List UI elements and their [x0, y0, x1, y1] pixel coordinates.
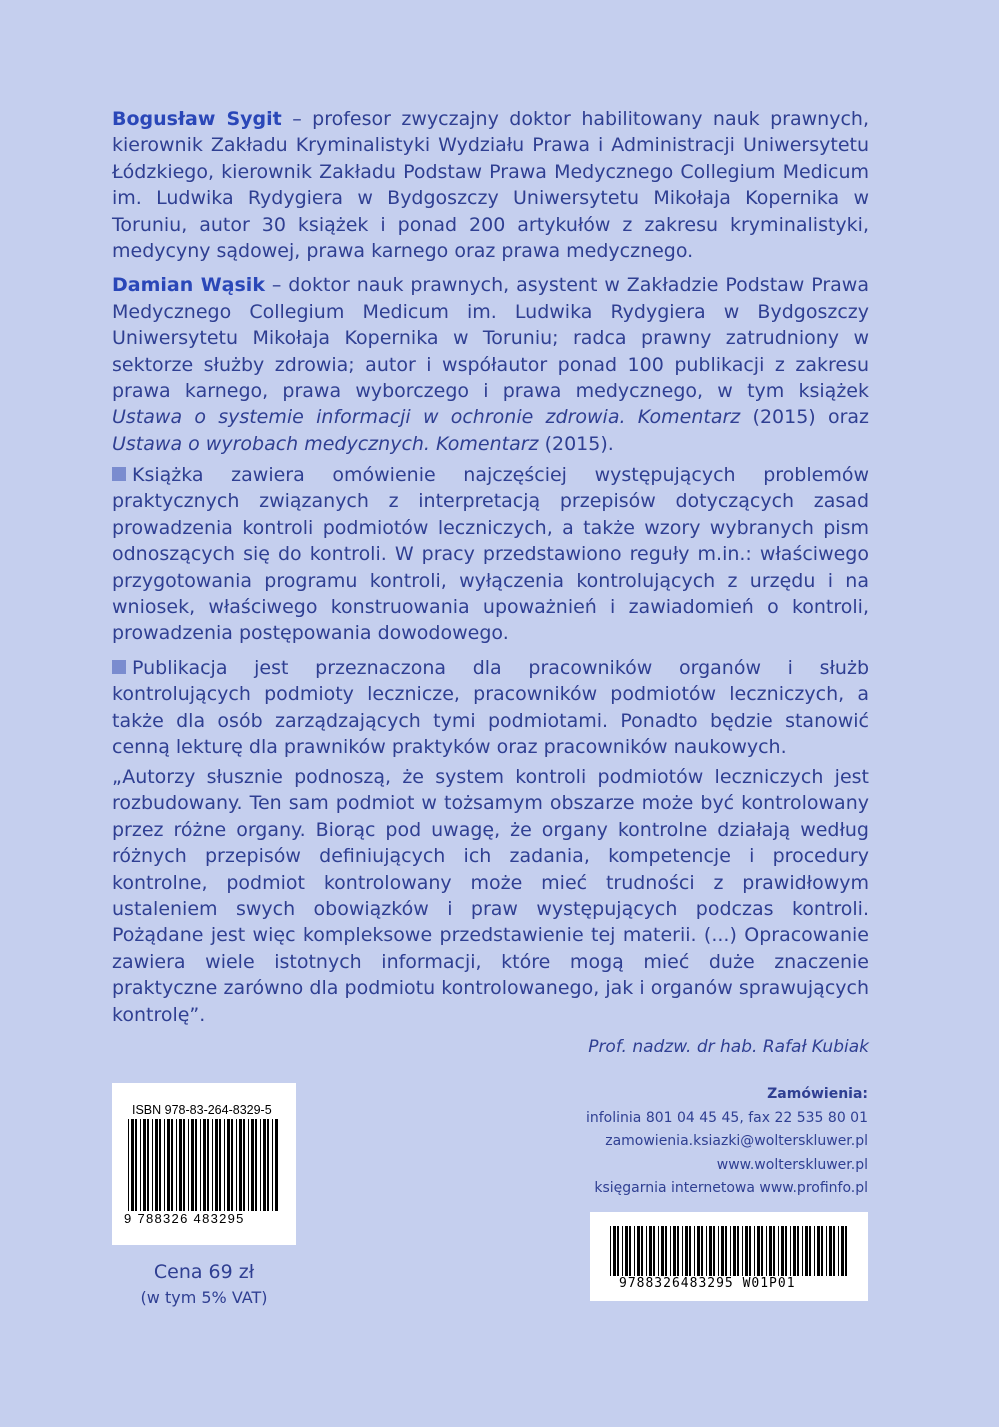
author-bio-text: – profesor zwyczajny doktor habilitowany nauk prawnych, kierownik Zakładu Kryminalistyki Wydziału Prawa i Administracji Uniwersytetu Łódzkiego, kierownik Zakładu Podstaw Prawa Medycznego Collegium Medicum im. Ludwika Rydygiera w Bydgoszczy Uniwersytetu Mikołaja Kopernika w Toruniu, autor 30 książek i ponad 200 artykułów z zakresu kryminalistyki, medycyny sądowej, prawa karnego oraz prawa medycznego. [112, 108, 869, 263]
price-vat: (w tym 5% VAT) [140, 1288, 268, 1307]
barcode-bar [670, 1226, 671, 1276]
author-bio-text: – doktor nauk prawnych, asystent w Zakładzie Podstaw Prawa Medycznego Collegium Medicum im. Ludwika Rydygiera w Bydgoszczy Uniwersytetu Mikołaja Kopernika w Toruniu; radca prawny zatrudniony w sektorze służby zdrowia; autor i współautor ponad 100 publikacji z zakresu prawa karnego, prawa wyborczego i prawa medycznego, w tym książek [112, 274, 869, 403]
barcode-bar [147, 1119, 149, 1211]
author-bio-1 [112, 106, 869, 264]
barcode-bar [790, 1226, 791, 1276]
book-title: Ustawa o systemie informacji w ochronie zdrowia. Komentarz [112, 406, 741, 429]
barcode-bar [730, 1226, 731, 1276]
price-info [112, 1260, 296, 1310]
barcode-bar [661, 1226, 664, 1276]
barcode-bar [243, 1119, 245, 1211]
barcode-bar [737, 1226, 739, 1276]
barcode-bar [629, 1226, 631, 1276]
barcode-bar [766, 1226, 767, 1276]
barcode-bar [773, 1226, 775, 1276]
isbn-label: ISBN 978-83-264-8329-5 [132, 1103, 272, 1117]
book-title: Ustawa o wyrobach medycznych. Komentarz [112, 432, 539, 455]
barcode-bar [195, 1119, 197, 1211]
barcode-bar [757, 1226, 760, 1276]
barcode-bar [152, 1119, 153, 1211]
author-name: Bogusław Sygit [112, 108, 282, 130]
barcode-bar [769, 1226, 772, 1276]
barcode-bar [255, 1119, 257, 1211]
barcode-bar [143, 1119, 146, 1211]
barcode-bar [248, 1119, 249, 1211]
orders-title: Zamówienia: [767, 1086, 868, 1102]
ean-digits: 9788326483295 W01P01 [619, 1276, 796, 1291]
barcode-bar [200, 1119, 201, 1211]
barcode-bar [212, 1119, 213, 1211]
barcode-bar [761, 1226, 763, 1276]
barcode-bar [263, 1119, 266, 1211]
barcode-bar [793, 1226, 796, 1276]
author-bios [112, 106, 869, 465]
barcode-bar [754, 1226, 755, 1276]
quote-attribution: Prof. nadzw. dr hab. Rafał Kubiak [588, 1037, 869, 1058]
price-label: Cena 69 zł [153, 1261, 255, 1283]
barcode-bar [653, 1226, 655, 1276]
barcode-bar [188, 1119, 189, 1211]
barcode-bar [742, 1226, 743, 1276]
barcode-bar [805, 1226, 808, 1276]
barcode-bar [622, 1226, 623, 1276]
barcode-bar [637, 1226, 640, 1276]
orders-line: www.wolterskluwer.pl [716, 1156, 868, 1173]
orders-line: infolinia 801 04 45 45, fax 22 535 80 01 [585, 1109, 868, 1126]
barcode-bar [845, 1226, 847, 1276]
barcode-bar [733, 1226, 736, 1276]
barcode-bar [159, 1119, 161, 1211]
barcode-bar [613, 1226, 616, 1276]
barcode-bar [689, 1226, 691, 1276]
barcode-bar [617, 1226, 619, 1276]
barcode-bar [665, 1226, 667, 1276]
barcode-bar [826, 1226, 827, 1276]
barcode-bar [809, 1226, 811, 1276]
barcode-bar [641, 1226, 643, 1276]
barcode-bar [272, 1119, 273, 1211]
barcode-bar [167, 1119, 170, 1211]
barcode-bar [713, 1226, 715, 1276]
author-bio-text: (2015). [538, 432, 614, 455]
barcode-bar [171, 1119, 173, 1211]
barcode-bar [802, 1226, 803, 1276]
barcode-bar [164, 1119, 165, 1211]
barcode-bar [778, 1226, 779, 1276]
barcode-bar [191, 1119, 194, 1211]
barcode-bar [658, 1226, 659, 1276]
barcode-bar [625, 1226, 628, 1276]
isbn-barcode-bars [128, 1119, 280, 1211]
barcode-bar [128, 1119, 129, 1211]
description-paragraph: Publikacja jest przeznaczona dla pracowników organów i służb kontrolujących podmioty lecznicze, pracowników podmiotów leczniczych, a także dla osób zarządzających tymi podmiotami. Ponadto będzie stanowić cenną lekturę dla prawników praktyków oraz pracowników naukowych. [112, 656, 869, 759]
barcode-bar [821, 1226, 823, 1276]
barcode-bar [718, 1226, 719, 1276]
barcode-bar [155, 1119, 158, 1211]
barcode-bar [814, 1226, 815, 1276]
barcode-bar [838, 1226, 839, 1276]
ean-barcode-bars [610, 1226, 848, 1276]
barcode-bar [634, 1226, 635, 1276]
barcode-bar [231, 1119, 233, 1211]
barcode-bar [797, 1226, 799, 1276]
barcode-bar [239, 1119, 242, 1211]
barcode-bar [694, 1226, 695, 1276]
author-bio-2 [112, 272, 869, 457]
barcode-bar [183, 1119, 185, 1211]
barcode-bar [646, 1226, 647, 1276]
description-paragraph: Książka zawiera omówienie najczęściej występujących problemów praktycznych związanych z interpretacją przepisów dotyczących zasad prowadzenia kontroli podmiotów leczniczych, a także wzory wybranych pism odnoszących się do kontroli. W pracy przedstawiono reguły m.in.: właściwego przygotowania programu kontroli, wyłączenia kontrolujących z urzędu i na wniosek, właściwego konstruowania upoważnień i zawiadomień o kontroli, prowadzenia postępowania dowodowego. [112, 464, 869, 645]
barcode-bar [176, 1119, 177, 1211]
barcode-bar [673, 1226, 676, 1276]
isbn-barcode [112, 1083, 296, 1245]
author-bio-text: (2015) oraz [740, 406, 870, 429]
barcode-bar [685, 1226, 688, 1276]
orders-line: księgarnia internetowa www.profinfo.pl [594, 1180, 868, 1196]
barcode-bar [749, 1226, 751, 1276]
barcode-bar [236, 1119, 237, 1211]
barcode-bar [140, 1119, 141, 1211]
barcode-bar [207, 1119, 209, 1211]
orders-line: zamowienia.ksiazki@wolterskluwer.pl [605, 1133, 868, 1149]
barcode-bar [833, 1226, 835, 1276]
barcode-bar [215, 1119, 218, 1211]
barcode-bar [260, 1119, 261, 1211]
author-name: Damian Wąsik [112, 274, 265, 297]
barcode-bar [785, 1226, 787, 1276]
square-bullet-icon [112, 467, 126, 481]
barcode-bar [677, 1226, 679, 1276]
barcode-bar [697, 1226, 700, 1276]
barcode-bar [745, 1226, 748, 1276]
quote-text: „Autorzy słusznie podnoszą, że system kontroli podmiotów leczniczych jest rozbudowany. Ten sam podmiot w tożsamym obszarze może być kontrolowany przez różne organy. Biorąc pod uwagę, że organy kontrolne działają według różnych przepisów definiujących ich zadania, kompetencje i procedury kontrolne, podmiot kontrolowany może mieć trudności z prawidłowym ustaleniem swych obowiązków i praw występujących podczas kontroli. Pożądane jest więc kompleksowe przedstawienie tej materii. (...) Opracowanie zawiera wiele istotnych informacji, które mogą mieć duże znaczenie praktyczne zarówno dla podmiotu kontrolowanego, jak i organów sprawujących kontrolę”. [112, 766, 869, 1026]
barcode-bar [701, 1226, 703, 1276]
barcode-bar [135, 1119, 137, 1211]
barcode-bar [224, 1119, 225, 1211]
barcode-bar [179, 1119, 182, 1211]
barcode-bar [267, 1119, 269, 1211]
square-bullet-icon [112, 660, 126, 674]
orders-info [560, 1083, 868, 1201]
barcode-bar [610, 1226, 611, 1276]
barcode-bar [781, 1226, 784, 1276]
barcode-bar [817, 1226, 820, 1276]
barcode-bar [649, 1226, 652, 1276]
barcode-bar [131, 1119, 134, 1211]
barcode-bar [227, 1119, 230, 1211]
barcode-bar [706, 1226, 707, 1276]
barcode-bar [725, 1226, 727, 1276]
barcode-bar [682, 1226, 683, 1276]
isbn-digits: 9 788326 483295 [124, 1211, 245, 1226]
book-description [112, 462, 869, 768]
barcode-bar [219, 1119, 221, 1211]
barcode-bar [829, 1226, 832, 1276]
barcode-bar [251, 1119, 254, 1211]
review-quote [112, 764, 869, 1060]
barcode-bar [721, 1226, 724, 1276]
ean-barcode [590, 1212, 868, 1301]
barcode-bar [203, 1119, 206, 1211]
barcode-bar [841, 1226, 844, 1276]
barcode-bar [275, 1119, 278, 1211]
barcode-bar [709, 1226, 712, 1276]
